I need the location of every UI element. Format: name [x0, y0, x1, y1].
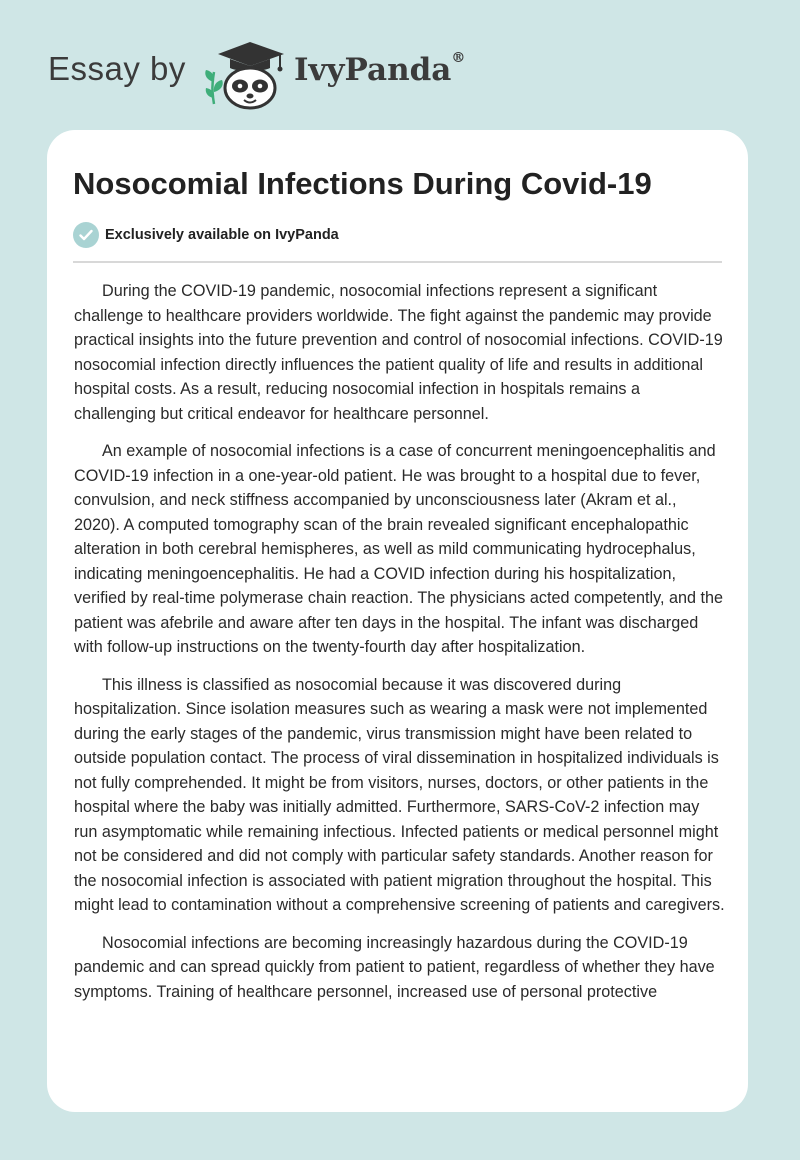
- page-title: Nosocomial Infections During Covid-19: [73, 166, 652, 201]
- essay-by-label: Essay by: [48, 50, 186, 87]
- leaf-icon: [205, 70, 222, 104]
- registered-mark: ®: [451, 50, 466, 66]
- paragraph: An example of nosocomial infections is a case of concurrent meningoencephalitis and COVID-19 infection in a one-year-old patient. He was brought to a hospital due to fever, convulsion, and neck stiffness accompanied by unconsciousness later (Akram et al., 2020). A computed tomography scan of the brain revealed significant encephalopathic alteration in both cerebral hemispheres, as well as mild communicating hydrocephalus, indicating meningoencephalitis. He had a COVID infection during his hospitalization, verified by real-time polymerase chain reaction. The physicians acted competently, and the patient was afebrile and aware after ten days in the hospital. The infant was discharged with follow-up instructions on the twenty-fourth day after hospitalization.: [74, 442, 724, 656]
- exclusive-badge: [73, 222, 339, 248]
- essay-body: [74, 279, 726, 1017]
- site-header: [0, 0, 800, 130]
- paragraph: During the COVID-19 pandemic, nosocomial infections represent a significant challenge to healthcare providers worldwide. The fight against the pandemic may provide practical insights into the future prevention and control of nosocomial infections. COVID-19 nosocomial infection directly influences the patient quality of life and results in additional hospital costs. As a result, reducing nosocomial infection in hospitals remains a challenging but critical endeavor for healthcare personnel.: [74, 282, 723, 423]
- paragraph: Nosocomial infections are becoming increasingly hazardous during the COVID-19 pandemic and can spread quickly from patient to patient, regardless of whether they have symptoms. Training of healthcare personnel, increased use of personal protective: [74, 933, 715, 1001]
- divider: [73, 261, 722, 263]
- check-circle-icon: [73, 222, 99, 248]
- exclusive-label: Exclusively available on IvyPanda: [105, 227, 339, 243]
- paragraph: This illness is classified as nosocomial because it was discovered during hospitalization. Since isolation measures such as wearing a mask were not implemented during the early stages of the pandemic, virus transmission might have been related to outside population contact. The process of viral dissemination in hospitalized individuals is not fully comprehended. It might be from visitors, nurses, doctors, or other patients in the hospital where the baby was initially admitted. Furthermore, SARS-CoV-2 infection may run asymptomatic while remaining infectious. Infected patients or medical personnel might not be considered and did not comply with particular safety standards. Another reason for the nosocomial infection is associated with patient migration throughout the hospital. This might lead to contamination without a comprehensive screening of patients and caregivers.: [74, 675, 725, 914]
- brand-name: IvyPanda: [294, 52, 452, 88]
- brand-logo-text[interactable]: [294, 52, 465, 88]
- panda-graduate-icon[interactable]: [200, 38, 292, 110]
- essay-card: [47, 130, 748, 1112]
